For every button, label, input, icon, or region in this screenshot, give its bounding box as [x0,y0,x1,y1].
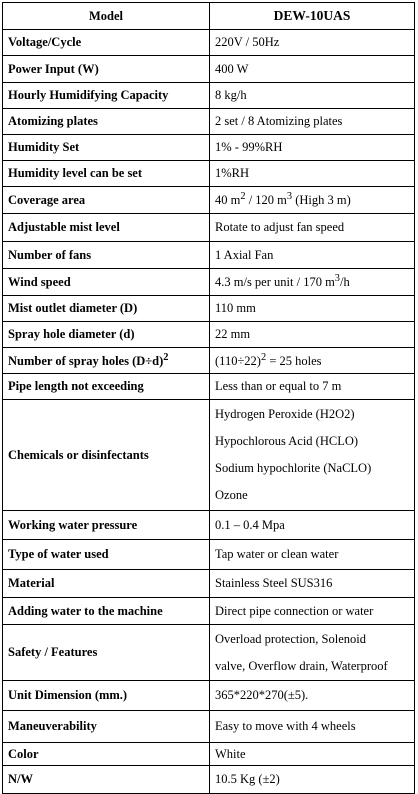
spec-row-water-pressure [3,511,415,540]
coverage-height-part: (High 3 m) [292,193,351,208]
superscript: 2 [163,351,169,363]
spec-label: Color [3,743,210,766]
spec-label: Humidity level can be set [3,161,210,187]
superscript: 2 [260,351,267,363]
header-label: Model [3,3,210,30]
spec-row-dimension [3,681,415,711]
chemicals-list [215,401,409,509]
spec-label: Humidity Set [3,135,210,161]
spray-holes-label: Number of spray holes (D÷d) [8,354,164,369]
spec-row-spray-hole [3,322,415,348]
spec-value: Less than or equal to 7 m [210,374,415,400]
spec-value: White [210,743,415,766]
spec-label: Chemicals or disinfectants [3,400,210,511]
safety-feature-line: Overload protection, Solenoid [215,631,367,646]
spec-label: Maneuverability [3,711,210,743]
spec-label: Working water pressure [3,511,210,540]
spec-label: Number of fans [3,242,210,269]
spec-row-mist-outlet [3,296,415,322]
spec-label: N/W [3,766,210,794]
superscript: 3 [286,191,293,203]
spec-row-fans [3,242,415,269]
spec-row-adding-water [3,598,415,625]
safety-features-list [215,626,409,680]
spec-label [3,348,210,374]
spec-row-water-type [3,540,415,570]
spec-label: Hourly Humidifying Capacity [3,83,210,109]
spec-label: Power Input (W) [3,56,210,83]
spec-value: 10.5 Kg (±2) [210,766,415,794]
spec-row-wind-speed [3,269,415,296]
spec-row-color [3,743,415,766]
chemical-item: Hydrogen Peroxide (H2O2) [215,407,355,421]
spec-row-net-weight [3,766,415,794]
spec-label: Material [3,570,210,598]
spec-row-atomizing [3,109,415,135]
spec-value: 1% - 99%RH [210,135,415,161]
spray-holes-formula: (110÷22) [215,354,261,369]
spec-value: 22 mm [210,322,415,348]
spec-row-mist-level [3,214,415,242]
spec-row-humidity-level [3,161,415,187]
spec-value: Direct pipe connection or water [210,598,415,625]
superscript: 3 [334,273,340,285]
spec-value: 110 mm [210,296,415,322]
coverage-area-part: 40 m [215,193,241,208]
spec-label: Coverage area [3,187,210,214]
spec-row-humidity-set [3,135,415,161]
spec-row-coverage [3,187,415,214]
wind-speed-part: 4.3 m/s per unit / 170 m [215,275,335,290]
superscript: 2 [240,191,246,203]
header-row [3,3,415,30]
spec-row-material [3,570,415,598]
spec-label: Unit Dimension (mm.) [3,681,210,711]
spec-value: Rotate to adjust fan speed [210,214,415,242]
spec-row-safety [3,625,415,681]
spec-value: 1 Axial Fan [210,242,415,269]
wind-speed-unit: /h [340,275,350,290]
spec-label: Pipe length not exceeding [3,374,210,400]
spec-value: Tap water or clean water [210,540,415,570]
spec-value: 1%RH [210,161,415,187]
spec-value: 400 W [210,56,415,83]
chemical-item: Sodium hypochlorite (NaCLO) [215,461,372,475]
spec-value [210,625,415,681]
spec-row-voltage [3,30,415,56]
spec-label: Adding water to the machine [3,598,210,625]
spec-row-pipe-length [3,374,415,400]
spec-label: Mist outlet diameter (D) [3,296,210,322]
spec-label: Wind speed [3,269,210,296]
spray-holes-result: = 25 holes [266,354,322,369]
spec-value: 220V / 50Hz [210,30,415,56]
coverage-volume-part: / 120 m [245,193,287,208]
model-name: DEW-10UAS [210,3,415,30]
spec-row-spray-holes-count [3,348,415,374]
safety-feature-line: valve, Overflow drain, Waterproof [215,658,388,673]
spec-label: Voltage/Cycle [3,30,210,56]
spec-value [210,348,415,374]
spec-value: 8 kg/h [210,83,415,109]
spec-table [2,2,415,794]
chemical-item: Ozone [215,488,248,502]
spec-label: Safety / Features [3,625,210,681]
spec-value [210,187,415,214]
spec-value: 2 set / 8 Atomizing plates [210,109,415,135]
spec-row-chemicals [3,400,415,511]
spec-row-maneuverability [3,711,415,743]
spec-label: Atomizing plates [3,109,210,135]
spec-label: Spray hole diameter (d) [3,322,210,348]
spec-value: Stainless Steel SUS316 [210,570,415,598]
spec-value: 0.1 – 0.4 Mpa [210,511,415,540]
spec-label: Adjustable mist level [3,214,210,242]
spec-row-power [3,56,415,83]
spec-row-capacity [3,83,415,109]
spec-value: Easy to move with 4 wheels [210,711,415,743]
spec-value: 365*220*270(±5). [210,681,415,711]
spec-value [210,400,415,511]
chemical-item: Hypochlorous Acid (HCLO) [215,434,359,448]
spec-value [210,269,415,296]
spec-label: Type of water used [3,540,210,570]
